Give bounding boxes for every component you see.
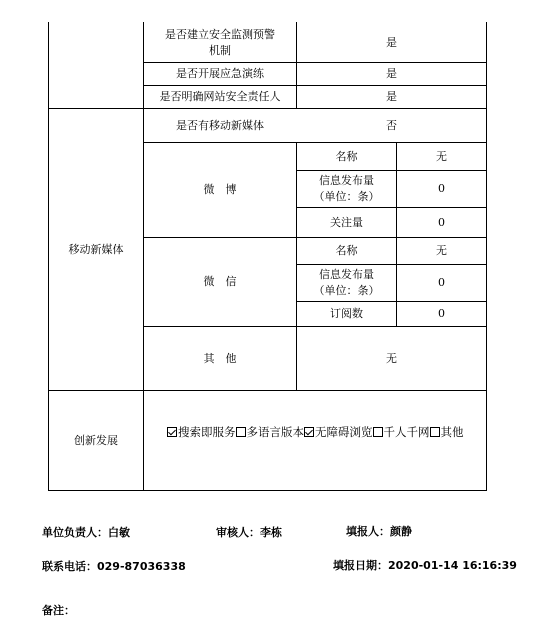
innovation-option-label: 多语言版本 <box>246 425 304 439</box>
innovation-option-label: 其他 <box>440 425 464 439</box>
weibo-posts-label: 信息发布量 （单位：条） <box>313 174 380 203</box>
innovation-option[interactable] <box>430 424 464 440</box>
responsible-answer: 是 <box>386 90 397 103</box>
unit-head: 单位负责人：白敏 <box>42 526 130 539</box>
innovation-options <box>167 424 464 440</box>
weibo-label: 微 博 <box>203 183 237 196</box>
unchecked-checkbox-icon[interactable] <box>430 427 440 437</box>
weixin-posts-label: 信息发布量 （单位：条） <box>313 268 380 297</box>
innovation-option[interactable] <box>304 424 373 440</box>
reviewer: 审核人：李栋 <box>216 526 282 539</box>
monitoring-question: 是否建立安全监测预警机制 <box>165 28 275 57</box>
innovation-option[interactable] <box>236 424 305 440</box>
checked-checkbox-icon[interactable] <box>304 427 314 437</box>
has-mobile-answer: 否 <box>386 118 397 132</box>
mobile-section-label: 移动新媒体 <box>68 242 124 256</box>
unchecked-checkbox-icon[interactable] <box>373 427 383 437</box>
filler: 填报人：颜静 <box>346 525 412 538</box>
innovation-option-label: 无障碍浏览 <box>315 425 373 439</box>
innovation-option[interactable] <box>373 424 430 440</box>
weixin-posts-value: 0 <box>438 276 445 289</box>
has-mobile-question: 是否有移动新媒体 <box>176 118 264 132</box>
weixin-name-label: 名称 <box>335 244 358 257</box>
unchecked-checkbox-icon[interactable] <box>236 427 246 437</box>
other-label: 其 他 <box>203 351 237 365</box>
checked-checkbox-icon[interactable] <box>167 427 177 437</box>
weixin-label: 微 信 <box>203 275 237 288</box>
responsible-question: 是否明确网站安全责任人 <box>159 90 281 103</box>
fill-date: 填报日期：2020-01-14 16:16:39 <box>333 559 517 572</box>
weibo-follow-value: 0 <box>438 215 445 229</box>
drill-question: 是否开展应急演练 <box>176 67 264 80</box>
weixin-sub-value: 0 <box>438 307 445 320</box>
weixin-sub-label: 订阅数 <box>330 307 363 320</box>
drill-answer: 是 <box>386 67 397 80</box>
weibo-posts-value: 0 <box>438 182 445 195</box>
note-label: 备注： <box>42 604 75 617</box>
weixin-name-value: 无 <box>436 244 447 257</box>
weibo-name-value: 无 <box>436 149 447 163</box>
innovation-option-label: 搜索即服务 <box>178 425 236 439</box>
innovation-option-label: 千人千网 <box>383 425 430 439</box>
other-value: 无 <box>386 351 397 365</box>
innovation-option[interactable] <box>167 424 236 440</box>
monitoring-answer: 是 <box>386 36 397 49</box>
weibo-follow-label: 关注量 <box>330 215 363 229</box>
weibo-name-label: 名称 <box>335 149 358 163</box>
phone: 联系电话：029-87036338 <box>42 560 186 573</box>
innovation-label: 创新发展 <box>74 433 118 447</box>
